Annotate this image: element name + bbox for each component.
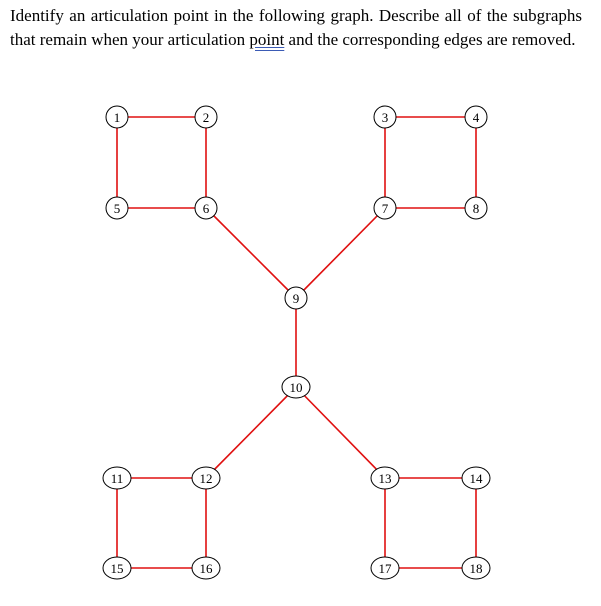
- node-12: [192, 467, 220, 489]
- node-label: 14: [469, 471, 483, 486]
- node-11: [103, 467, 131, 489]
- node-label: 16: [199, 561, 213, 576]
- node-17: [371, 557, 399, 579]
- node-label: 12: [199, 471, 213, 486]
- grammar-flagged-word[interactable]: point: [249, 30, 285, 49]
- node-3: [374, 106, 396, 128]
- edge-10-12: [206, 387, 296, 478]
- node-5: [106, 197, 128, 219]
- node-label: 3: [381, 110, 389, 125]
- node-4: [465, 106, 487, 128]
- edge-10-13: [296, 387, 385, 478]
- node-14: [462, 467, 490, 489]
- node-label: 11: [110, 471, 124, 486]
- node-label: 4: [472, 110, 480, 125]
- node-6: [195, 197, 217, 219]
- node-label: 2: [202, 110, 210, 125]
- node-label: 8: [472, 201, 480, 216]
- node-label: 6: [202, 201, 210, 216]
- graph-edges: [117, 117, 476, 568]
- node-label: 15: [110, 561, 124, 576]
- node-10: [282, 376, 310, 398]
- node-label: 17: [378, 561, 392, 576]
- question-part2: and the corresponding edges are removed.: [284, 30, 576, 49]
- node-label: 7: [381, 201, 389, 216]
- node-1: [106, 106, 128, 128]
- node-label: 18: [469, 561, 483, 576]
- edge-6-9: [206, 208, 296, 298]
- node-7: [374, 197, 396, 219]
- node-13: [371, 467, 399, 489]
- node-8: [465, 197, 487, 219]
- node-15: [103, 557, 131, 579]
- node-label: 13: [378, 471, 392, 486]
- node-label: 5: [113, 201, 121, 216]
- node-18: [462, 557, 490, 579]
- question-part1: Identify an articulation point in the following graph. Describe all of the subgraphs that remain when your articulation: [10, 6, 582, 49]
- edge-7-9: [296, 208, 385, 298]
- node-16: [192, 557, 220, 579]
- node-label: 9: [292, 291, 300, 306]
- node-label: 1: [113, 110, 121, 125]
- node-2: [195, 106, 217, 128]
- node-9: [285, 287, 307, 309]
- node-label: 10: [289, 380, 303, 395]
